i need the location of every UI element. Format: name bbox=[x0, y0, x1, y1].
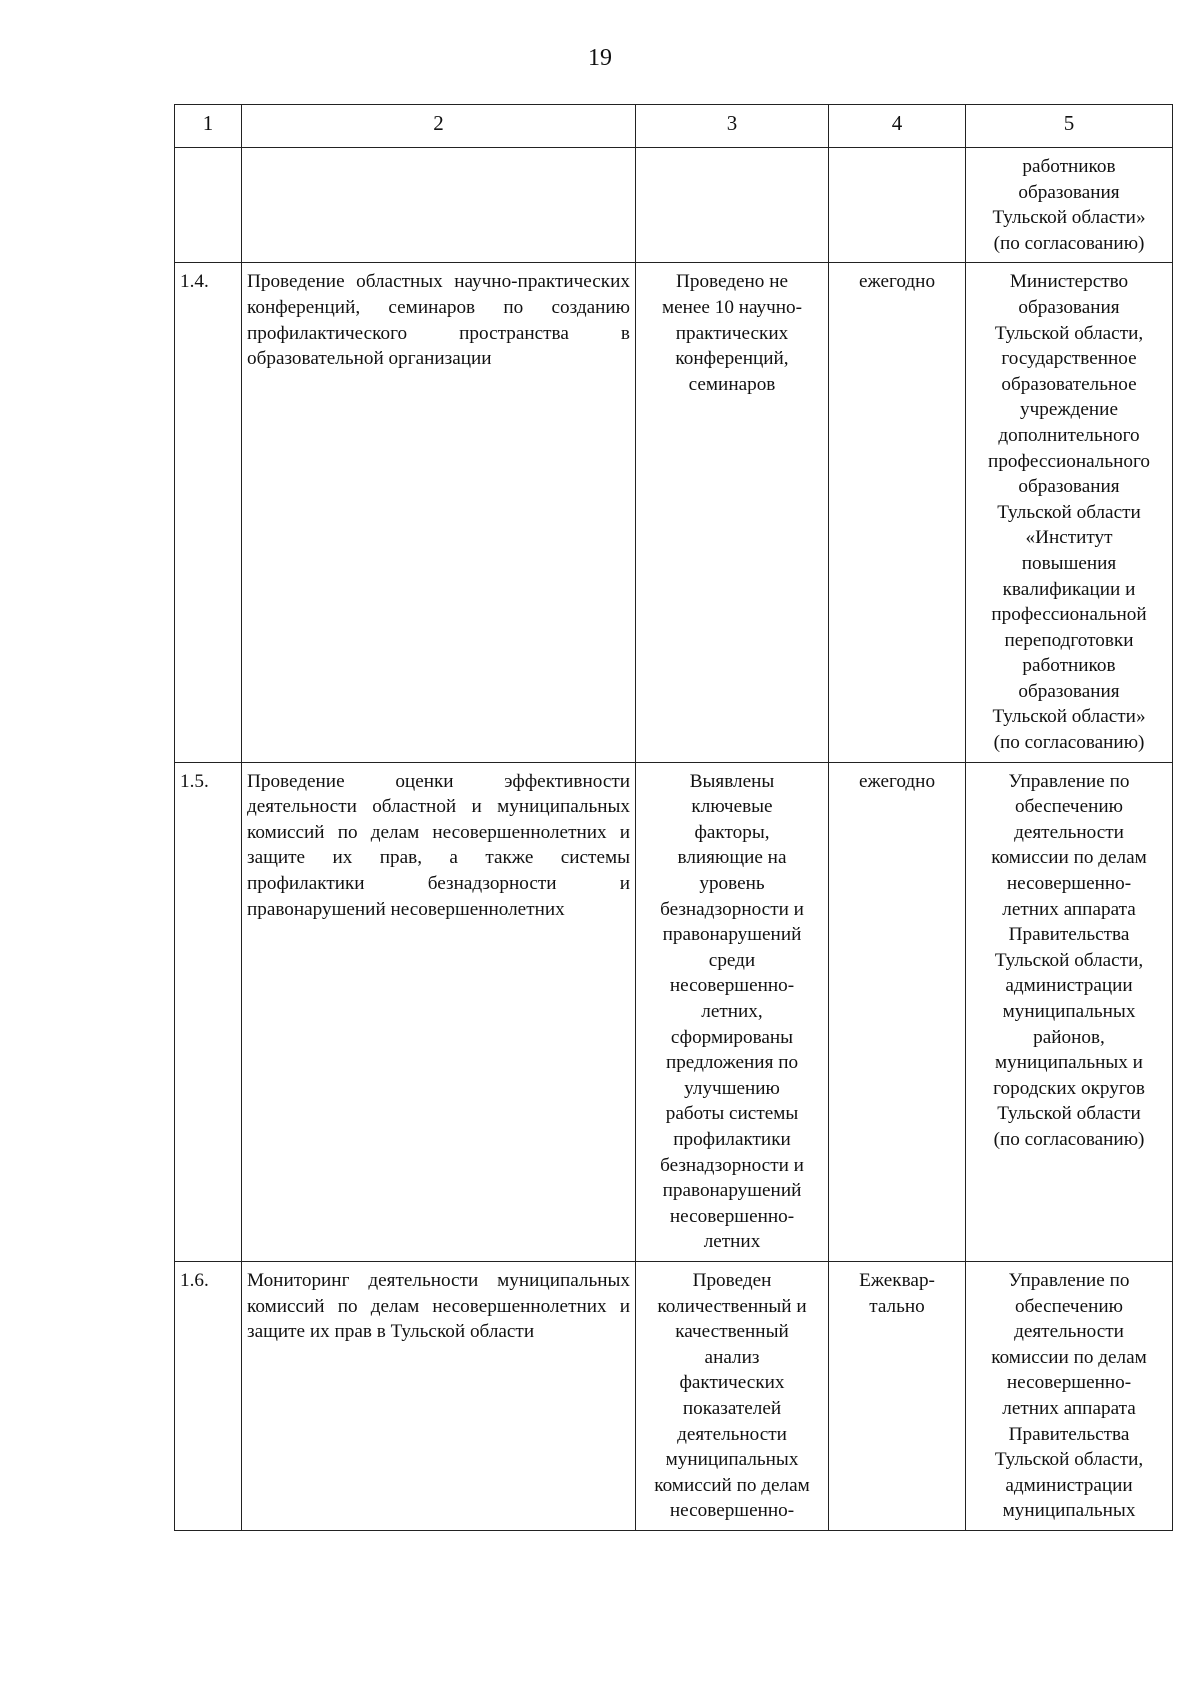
header-col-5: 5 bbox=[966, 105, 1173, 148]
header-col-4: 4 bbox=[829, 105, 966, 148]
result-cell: Выявлены ключевые факторы, влияющие на уровень безнадзорности и правонарушений среди несовершенно- летних, сформированы предложения по улучшению работы системы профилактики безнадзорности и правонарушений несовершенно- летних bbox=[636, 762, 829, 1261]
executor-cell: Управление по обеспечению деятельности комиссии по делам несовершенно- летних аппарата Правительства Тульской области, администрации муниципальных bbox=[966, 1261, 1173, 1530]
header-col-2: 2 bbox=[242, 105, 636, 148]
header-col-1: 1 bbox=[175, 105, 242, 148]
measure-cell bbox=[242, 263, 636, 762]
measure-text: Проведение оценки эффективности деятельности областной и муниципальных комиссий по делам несовершеннолетних и защите их прав, а также системы профилактики безнадзорности и правонарушений несовершеннолетних bbox=[247, 770, 630, 920]
measure-text: Проведение областных научно-практических конференций, семинаров по созданию профилактического пространства в образовательной организации bbox=[247, 271, 630, 370]
table-row bbox=[175, 263, 1173, 762]
executor-cell: Управление по обеспечению деятельности комиссии по делам несовершенно- летних аппарата Правительства Тульской области, администрации муниципальных районов, муниципальных и городских округов Тульской области (по согласованию) bbox=[966, 762, 1173, 1261]
result-cell bbox=[636, 148, 829, 263]
table-row bbox=[175, 148, 1173, 263]
term-cell bbox=[829, 148, 966, 263]
term-cell: Ежеквар- тально bbox=[829, 1261, 966, 1530]
measure-text: Мониторинг деятельности муниципальных комиссий по делам несовершеннолетних и защите их прав в Тульской области bbox=[247, 1269, 630, 1343]
row-number: 1.5. bbox=[175, 762, 242, 1261]
measure-cell bbox=[242, 762, 636, 1261]
measure-cell bbox=[242, 148, 636, 263]
executor-cell: Министерство образования Тульской области, государственное образовательное учреждение дополнительного профессионального образования Тульской области «Институт повышения квалификации и профессиональной переподготовки работников образования Тульской области» (по согласованию) bbox=[966, 263, 1173, 762]
result-cell: Проведен количественный и качественный анализ фактических показателей деятельности муниципальных комиссий по делам несовершенно- bbox=[636, 1261, 829, 1530]
row-number: 1.6. bbox=[175, 1261, 242, 1530]
header-col-3: 3 bbox=[636, 105, 829, 148]
table-row bbox=[175, 1261, 1173, 1530]
table-header-row bbox=[175, 105, 1173, 148]
result-cell: Проведено не менее 10 научно- практических конференций, семинаров bbox=[636, 263, 829, 762]
term-cell: ежегодно bbox=[829, 263, 966, 762]
table-row bbox=[175, 762, 1173, 1261]
measure-cell bbox=[242, 1261, 636, 1530]
row-number: 1.4. bbox=[175, 263, 242, 762]
executor-cell: работников образования Тульской области» (по согласованию) bbox=[966, 148, 1173, 263]
row-number bbox=[175, 148, 242, 263]
term-cell: ежегодно bbox=[829, 762, 966, 1261]
plan-table bbox=[174, 104, 1173, 1531]
page-number: 19 bbox=[588, 45, 612, 71]
